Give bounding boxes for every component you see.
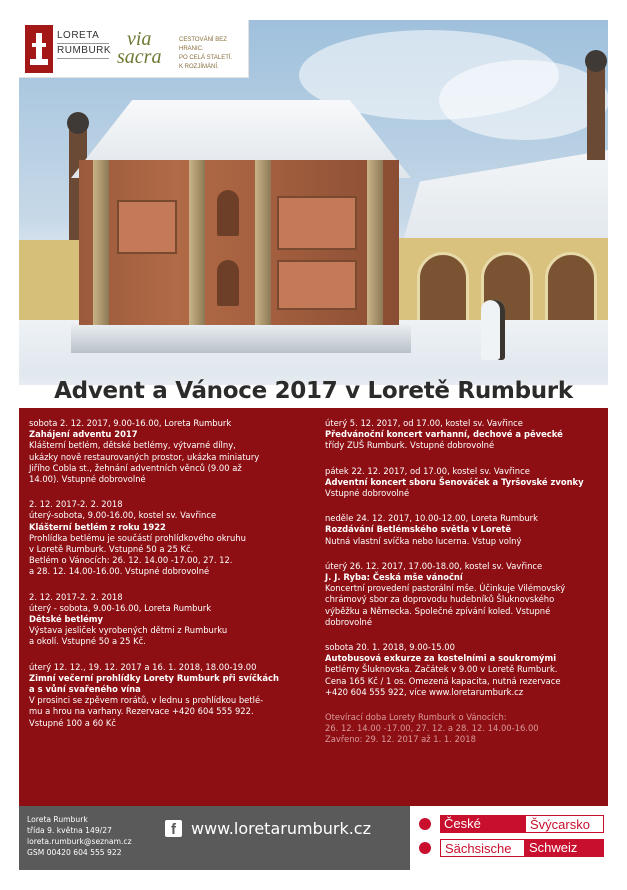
event-text: 14.00). Vstupné dobrovolné bbox=[29, 474, 146, 485]
event-item bbox=[325, 418, 607, 452]
event-text: V prosinci se zpěvem rorátů, v lednu s prohlídkou betlé- bbox=[29, 695, 264, 706]
event-title: Dětské betlémy bbox=[29, 614, 103, 625]
event-item bbox=[29, 418, 311, 485]
event-title: Předvánoční koncert varhanní, dechové a pěvecké bbox=[325, 429, 563, 440]
event-text: úterý - sobota, 9.00-16.00, Loreta Rumburk bbox=[29, 602, 212, 613]
event-item bbox=[29, 592, 311, 648]
event-text: ukázky nově restaurovaných prostor, ukázka miniatury bbox=[29, 451, 260, 462]
opening-hours: Otevírací doba Lorety Rumburk o Vánocích: 26. 12. 14.00 -17.00, 27. 12. a 28. 12. 14.00-16.00 Zavřeno: 29. 12. 2017 až 1. 1. 2018 bbox=[325, 712, 539, 745]
event-text: mu a hrou na varhany. Rezervace +420 604 555 922. bbox=[29, 706, 254, 717]
region-dot-icon bbox=[419, 842, 431, 854]
program-section bbox=[19, 408, 608, 806]
event-text: 2. 12. 2017-2. 2. 2018 bbox=[29, 591, 123, 602]
event-item bbox=[29, 662, 311, 729]
loreta-logo-icon bbox=[25, 25, 53, 73]
event-text: Prohlídka betlému je součástí prohlídkového okruhu bbox=[29, 532, 246, 543]
event-title: Rozdávání Betlémského světla v Loretě bbox=[325, 524, 512, 535]
event-title: Zahájení adventu 2017 bbox=[29, 429, 138, 440]
event-text: 2. 12. 2017-2. 2. 2018 bbox=[29, 499, 123, 510]
via-sacra-logo: via sacra bbox=[117, 28, 162, 68]
event-text: pátek 22. 12. 2017, od 17.00, kostel sv. Vavřince bbox=[325, 465, 530, 476]
event-text: třídy ZUŠ Rumburk. Vstupné dobrovolné bbox=[325, 440, 495, 451]
event-text: Klášterní betlém, dětské betlémy, výtvarné dílny, bbox=[29, 440, 236, 451]
event-text: Jiřího Cobla st., žehnání adventních věnců (9.00 až bbox=[29, 462, 242, 473]
event-title: Adventní koncert sboru Šenováček a Tyršovské zvonky bbox=[325, 476, 584, 487]
ceske-svycarsko-logo: České Švýcarsko Sächsische Schweiz bbox=[410, 806, 608, 870]
event-title: Klášterní betlém z roku 1922 bbox=[29, 521, 166, 532]
via-sacra-tagline: CESTOVÁNÍ BEZ HRANIC. PO CELÁ STALETÍ. K ROZJÍMÁNÍ. bbox=[179, 37, 233, 70]
footer bbox=[19, 806, 608, 870]
program-column-right bbox=[325, 418, 607, 746]
event-text: sobota 20. 1. 2018, 9.00-15.00 bbox=[325, 642, 455, 653]
right-events-list bbox=[325, 418, 607, 698]
event-item bbox=[325, 642, 607, 698]
event-text: Výstava jesliček vyrobených dětmi z Rumburku bbox=[29, 625, 228, 636]
email-link[interactable]: loreta.rumburk@seznam.cz bbox=[27, 837, 132, 846]
logo-box bbox=[19, 20, 249, 78]
event-text: +420 604 555 922, více www.loretarumburk.cz bbox=[325, 686, 524, 697]
event-text: Koncertní provedení pastorální mše. Účinkuje Vilémovský bbox=[325, 583, 566, 594]
event-item bbox=[325, 561, 607, 628]
event-text: Vstupné 100 a 60 Kč bbox=[29, 717, 116, 728]
event-text: v Loretě Rumburk. Vstupné 50 a 25 Kč. bbox=[29, 544, 194, 555]
event-text: úterý 26. 12. 2017, 17.00-18.00, kostel sv. Vavřince bbox=[325, 560, 543, 571]
event-text: úterý 5. 12. 2017, od 17.00, kostel sv. Vavřince bbox=[325, 418, 523, 428]
event-title: Zimní večerní prohlídky Lorety Rumburk při svíčkách bbox=[29, 672, 279, 683]
chapel-illustration bbox=[71, 100, 411, 350]
event-text: a 28. 12. 14.00-16.00. Vstupné dobrovolné bbox=[29, 566, 210, 577]
poster bbox=[19, 20, 608, 870]
event-item bbox=[29, 499, 311, 577]
program-column-left bbox=[29, 418, 311, 743]
event-text: úterý-sobota, 9.00-16.00, kostel sv. Vavřince bbox=[29, 510, 217, 521]
event-title: Autobusová exkurze za kostelními a soukromými bbox=[325, 653, 557, 664]
event-text: neděle 24. 12. 2017, 10.00-12.00, Loreta Rumburk bbox=[325, 513, 538, 524]
facebook-icon[interactable]: f bbox=[165, 820, 182, 837]
logo-name: LORETA RUMBURK bbox=[57, 30, 109, 60]
poster-title: Advent a Vánoce 2017 v Loretě Rumburk bbox=[19, 372, 608, 412]
event-text: výběžku a Německa. Společné zpívání koled. Vstupné bbox=[325, 605, 551, 616]
event-text: Cena 165 Kč / 1 os. Omezená kapacita, nutná rezervace bbox=[325, 675, 561, 686]
event-text: Nutná vlastní svíčka nebo lucerna. Vstup volný bbox=[325, 535, 522, 546]
event-text: sobota 2. 12. 2017, 9.00-16.00, Loreta Rumburk bbox=[29, 418, 232, 428]
event-text: Vstupné dobrovolné bbox=[325, 488, 410, 499]
event-item bbox=[325, 466, 607, 500]
event-text: a okolí. Vstupné 50 a 25 Kč. bbox=[29, 636, 146, 647]
event-text: úterý 12. 12., 19. 12. 2017 a 16. 1. 2018, 18.00-19.00 bbox=[29, 661, 257, 672]
website-link[interactable]: www.loretarumburk.cz bbox=[191, 819, 371, 838]
event-item bbox=[325, 513, 607, 547]
event-text: betlémy Šluknovska. Začátek v 9.00 v Loretě Rumburk. bbox=[325, 664, 558, 675]
event-text: chrámový sbor za doprovodu hudebníků Šluknovského bbox=[325, 594, 555, 605]
event-text: dobrovolné bbox=[325, 616, 373, 627]
contact-address: Loreta Rumburk třída 9. května 149/27 loreta.rumburk@seznam.cz GSM 00420 604 555 922 bbox=[27, 815, 132, 857]
event-title: J. J. Ryba: Česká mše vánoční bbox=[325, 572, 463, 583]
event-title: a s vůní svařeného vína bbox=[29, 684, 141, 695]
region-dot-icon bbox=[419, 818, 431, 830]
event-text: Betlém o Vánocích: 26. 12. 14.00 -17.00, 27. 12. bbox=[29, 555, 233, 566]
